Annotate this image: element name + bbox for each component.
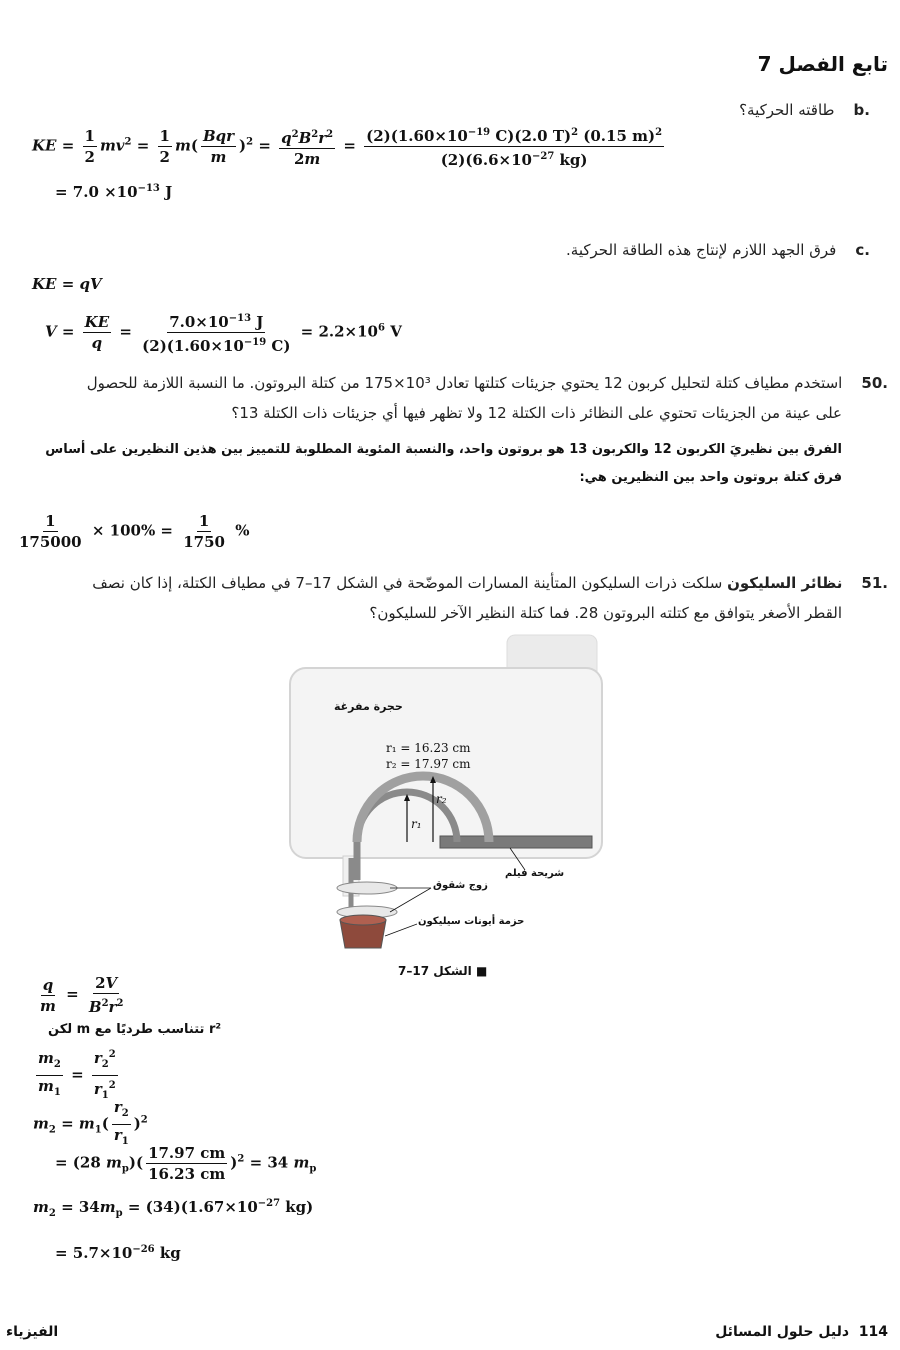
- r2-tag: r₂: [436, 792, 447, 806]
- radius-r2-label: r₂ = 17.97 cm: [386, 757, 471, 771]
- slits-label: زوج شقوق: [433, 880, 488, 891]
- proportional-note: لكن m تتناسب طرديًا مع r²: [48, 1022, 222, 1037]
- film-strip: [440, 836, 592, 848]
- problem-50-line2: على عينة من الجزيئات تحتوي على النظائر ذات الكتلة 12 ولا تظهر فيها أي جزيئات ذات الكتلة 13؟: [231, 404, 842, 422]
- problem-51-line2: القطر الأصغر يتوافق مع كتلته البروتون 28. فما كتلة النظير الآخر للسليكون؟: [369, 604, 842, 622]
- problem-50-line1: [0, 370, 888, 397]
- film-label: شريحة فيلم: [505, 868, 565, 879]
- mass-ratio-equation: $\frac{m_2}{m_1}$ = $\frac{r_2^2}{r_1^2}$: [33, 1046, 121, 1105]
- chapter-title: تابع الفصل 7: [757, 52, 888, 76]
- problem-51-line1: [0, 570, 888, 597]
- problem-50-text1: استخدم مطياف كتلة لتحليل كربون 12 يحتوي جزيئات كتلتها تعادل 10³×175 من كتلة البروتون. ما النسبة اللازمة للحصول: [86, 374, 843, 392]
- r1-tag: r₁: [411, 817, 422, 831]
- footer-guide: دليل حلول المسائل: [715, 1324, 850, 1340]
- radius-r1-label: r₁ = 16.23 cm: [386, 741, 471, 755]
- page-number: 114: [858, 1324, 888, 1340]
- ke-equation: KE = $\frac{1}{2}$ $mv^2$ = $\frac{1}{2}$ m( $\frac{\text{Bqr}}{m}$ )$^2$ = $\frac{q^2B^2r^2}{2m}$ = $\frac{(2)(1.60\times 10^{-19} C)(2.0 T)^2 (0.15 m)^2}{(2)(6.6\times 10^{-27} kg)}$: [32, 124, 667, 169]
- part-c-question: [566, 237, 870, 264]
- ion-beam-label: حزمة أيونات سيليكون: [418, 916, 525, 927]
- part-b-letter: .b: [853, 101, 870, 119]
- voltage-equation: V = $\frac{KE}{q}$ = $\frac{7.0\times 10^{-13} J}{(2)(1.60\times 10^{-19} C)}$ = $2.2\times 10^6$ V: [45, 310, 402, 355]
- ke-result: = $7.0 \times 10^{-13}$ J: [55, 183, 173, 201]
- problem-50-answer-line2: فرق كتلة بروتون واحد بين النظيرين هي:: [579, 470, 842, 485]
- problem-51-lead: نظائر السليكون: [727, 574, 843, 592]
- slit-plate: [337, 882, 397, 894]
- problem-50-number: .50: [861, 374, 888, 392]
- figure-caption: [398, 964, 487, 978]
- problem-50-answer-line1: الفرق بين نظيريَ الكربون 12 والكربون 13 هو بروتون واحد، والنسبة المئوية المطلوبة للتمييز بين هذين النظيرين على أساس: [45, 442, 842, 457]
- problem-51-number: .51: [861, 574, 888, 592]
- mass-spectrometer-figure: [285, 630, 615, 960]
- part-b-text: طاقته الحركية؟: [739, 101, 835, 119]
- part-b-question: [739, 97, 870, 124]
- part-c-letter: .c: [855, 241, 870, 259]
- m2-substitution: = (28 $m_p$)( $\frac{17.97 cm}{16.23 cm}$ )$^2$ = 34 $m_p$: [55, 1144, 317, 1183]
- m2-result: = $5.7\times 10^{-26}$ kg: [55, 1244, 181, 1262]
- ratio-equation: $\frac{1}{175000}$ × 100% = $\frac{1}{1750}$ %: [19, 512, 250, 551]
- m2-kg: $m_2 = 34m_p = (34)(1.67\times 10^{-27}$ kg): [33, 1198, 314, 1219]
- figure-caption-text: الشكل 17–7: [398, 964, 472, 978]
- footer-subject: الفيزياء: [6, 1324, 59, 1340]
- problem-51-text1: سلكت ذرات السليكون المتأينة المسارات الموضّحة في الشكل 17–7 في مطياف الكتلة، إذا كان نصف: [92, 574, 728, 592]
- m2-formula: $m_2 = m_1$( $\frac{r_2}{r_1}$ )$^2$: [33, 1098, 148, 1147]
- part-c-text: فرق الجهد اللازم لإنتاج هذه الطاقة الحركية.: [566, 241, 837, 259]
- ke-qv-equation: KE = qV: [32, 275, 102, 293]
- chamber-label: حجرة مفرغة: [334, 700, 403, 713]
- caption-square-icon: ■: [475, 964, 488, 978]
- footer-right: [715, 1324, 888, 1340]
- q-over-m-equation: $\frac{q}{m}$ = $\frac{2V}{B^2r^2}$: [40, 974, 124, 1016]
